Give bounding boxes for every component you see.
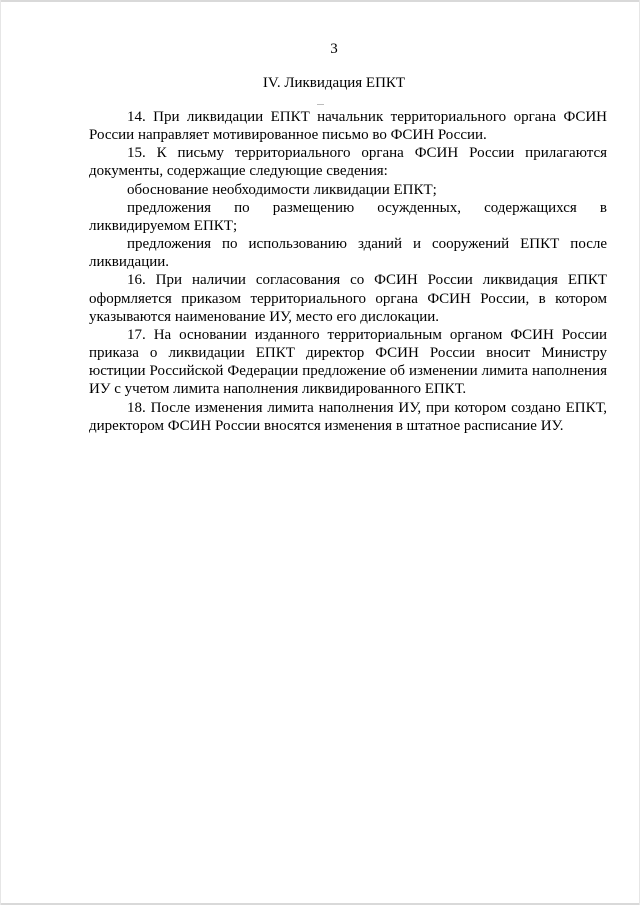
paragraph-15-item-buildings: предложения по использованию зданий и сооружений ЕПКТ после ликвидации. <box>89 236 607 271</box>
paragraph-15: 15. К письму территориального органа ФСИН России прилагаются документы, содержащие следующие сведения: <box>89 145 607 180</box>
scan-artifact-mark <box>317 104 324 105</box>
section-heading: IV. Ликвидация ЕПКТ <box>262 75 406 91</box>
paragraph-17: 17. На основании изданного территориальным органом ФСИН России приказа о ликвидации ЕПКТ директор ФСИН России вносит Министру юстиции Российской Федерации предложение об изменении лимита наполнения ИУ с учетом лимита наполнения ликвидированного ЕПКТ. <box>89 326 607 398</box>
paragraph-15-item-justification: обоснование необходимости ликвидации ЕПКТ; <box>127 181 437 198</box>
paragraph-14: 14. При ликвидации ЕПКТ начальник территориального органа ФСИН России направляет мотивированное письмо во ФСИН России. <box>89 109 607 144</box>
page-edge-left <box>0 0 1 905</box>
paragraph-16: 16. При наличии согласования со ФСИН России ликвидация ЕПКТ оформляется приказом территориального органа ФСИН России, в котором указываются наименование ИУ, место его дислокации. <box>89 272 607 325</box>
document-body <box>89 108 607 435</box>
paragraph-15-item-relocation: предложения по размещению осужденных, содержащихся в ликвидируемом ЕПКТ; <box>89 199 607 234</box>
paragraph-18: 18. После изменения лимита наполнения ИУ, при котором создано ЕПКТ, директором ФСИН России вносятся изменения в штатное расписание ИУ. <box>89 399 607 434</box>
page-number: 3 <box>330 41 338 57</box>
page-edge-top <box>0 0 640 2</box>
